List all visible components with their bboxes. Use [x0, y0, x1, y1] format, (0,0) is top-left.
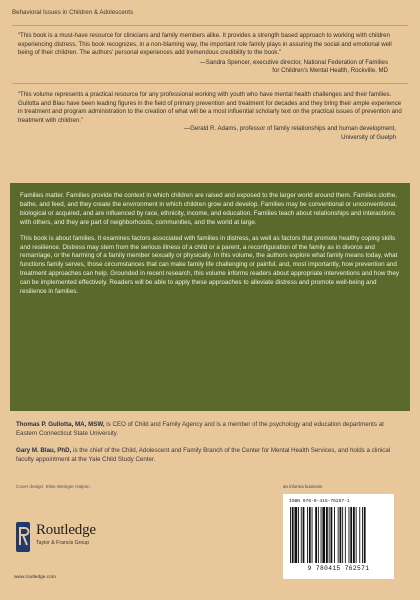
endorsements-section [12, 25, 408, 143]
informa-label: an informa business [283, 484, 323, 489]
endorsement-quote-1: “This book is a must-have resource for clinicians and family members alike. It provides a strength based approach to working with children experiencing distress. This book recognizes, in a non-blaming way, the important role family plays in assuring the social and emotional well being of their children. The authors’ personal experiences add tremendous credibility to the book.” [18, 32, 392, 57]
cover-design-credit: Cover design: Elise Weinger Halprin [16, 484, 90, 489]
barcode-bar [356, 507, 357, 563]
barcode-bar [290, 507, 291, 563]
barcode-bar [321, 507, 322, 563]
author-bio-1 [16, 421, 406, 439]
barcode-bar [295, 507, 298, 563]
barcode-bar [331, 507, 333, 563]
barcode-bar [345, 507, 346, 563]
barcode-bar [322, 507, 325, 563]
author-bio-text-1: is CEO of Child and Family Agency and is a member of the psychology and education departments at Eastern Connecticut State University. [16, 421, 384, 437]
barcode-icon [286, 507, 391, 563]
endorsement-attribution-2-line1: —Gerald R. Adams, professor of family relationships and human development, [183, 125, 396, 133]
barcode-bar [364, 507, 366, 563]
barcode-bar [350, 507, 352, 563]
barcode-bar [312, 507, 313, 563]
endorsement-attribution-1-line2: for Children’s Mental Health, Rockville, MD [272, 67, 388, 75]
barcode-bar [292, 507, 294, 563]
description-panel [10, 183, 410, 411]
barcode-bar [334, 507, 335, 563]
barcode-bar [307, 507, 308, 563]
barcode-bar [340, 507, 342, 563]
barcode-bar [329, 507, 330, 563]
barcode-bar [318, 507, 319, 563]
routledge-logo [14, 520, 104, 570]
endorsement-quote-2: “This volume represents a practical resource for any professional working with youth who have mental health challenges and their families. Gullotta and Blau have been leading figures in the field of primary prevention and treatment for decades and they bring their ample experience in treatment and program administration to the creation of what will be a most influential scholarly text on the practical issues of prevention and treatment with children.” [18, 90, 402, 124]
barcode-bar [326, 507, 328, 563]
endorsement-attribution-1-line1: —Sandra Spencer, executive director, National Federation of Families [199, 58, 388, 66]
description-paragraph-1: Families matter. Families provide the context in which children are raised and exposed to the larger world around them. Families clothe, bathe, and feed, and they create the environment in which children grow and develop. Families may be conventional or unconventional, biological or acquired, and are influenced by race, ethnicity, income, and education. Families teach about relationships and interactions with others, and they are part of neighborhoods, communities, and the world at large. [20, 192, 397, 226]
author-bio-2 [16, 447, 406, 465]
endorsement-attribution-2-line2: University of Guelph [341, 133, 396, 141]
barcode-bar [298, 507, 299, 563]
barcode-bar [342, 507, 343, 563]
barcode-number: 9 780415 762571 [307, 565, 370, 572]
publisher-group: Taylor & Francis Group [36, 540, 90, 546]
barcode-panel [283, 494, 394, 579]
barcode-bar [303, 507, 305, 563]
divider [12, 83, 408, 84]
barcode-bar [353, 507, 355, 563]
isbn-label: ISBN 978-0-415-76257-1 [289, 499, 350, 504]
author-bio-text-2: is the chief of the Child, Adolescent and Family Branch of the Center for Mental Health Services, and holds a clinical faculty appointment at the Yale Child Study Center. [16, 447, 391, 463]
description-paragraph-2: This book is about families. It examines factors associated with families in distress, as well as factors that promote healthy coping skills and resilience. Distress may stem from the serious illness of a child or a parent, a reconfiguration of the family as in divorce and remarriage, or the harming of a family member sexually or physically. In this volume, the authors explore what family means today, what functions family serves, those circumstances that can make family life challenging or painful, and, most importantly, how prevention and treatment approaches can help. Grounded in recent research, this volume informs readers about appropriate interventions and how they can be implemented effectively. Readers will be able to apply these approaches to alleviate distress and promote well-being and resilience in families. [20, 234, 400, 296]
author-name-1: Thomas P. Gullotta, MA, MSW, [16, 421, 105, 428]
publisher-url: www.routledge.com [14, 575, 56, 580]
barcode-bar [315, 507, 317, 563]
routledge-r-icon [14, 520, 32, 554]
barcode-bar [309, 507, 311, 563]
barcode-bar [362, 507, 363, 563]
barcode-bar [349, 507, 350, 563]
barcode-bar [338, 507, 339, 563]
barcode-bar [301, 507, 302, 563]
publisher-name: Routledge [36, 522, 96, 538]
author-name-2: Gary M. Blau, PhD, [16, 447, 72, 454]
barcode-bar [359, 507, 360, 563]
category-label: Behavioral Issues in Children & Adolescents [12, 9, 134, 16]
